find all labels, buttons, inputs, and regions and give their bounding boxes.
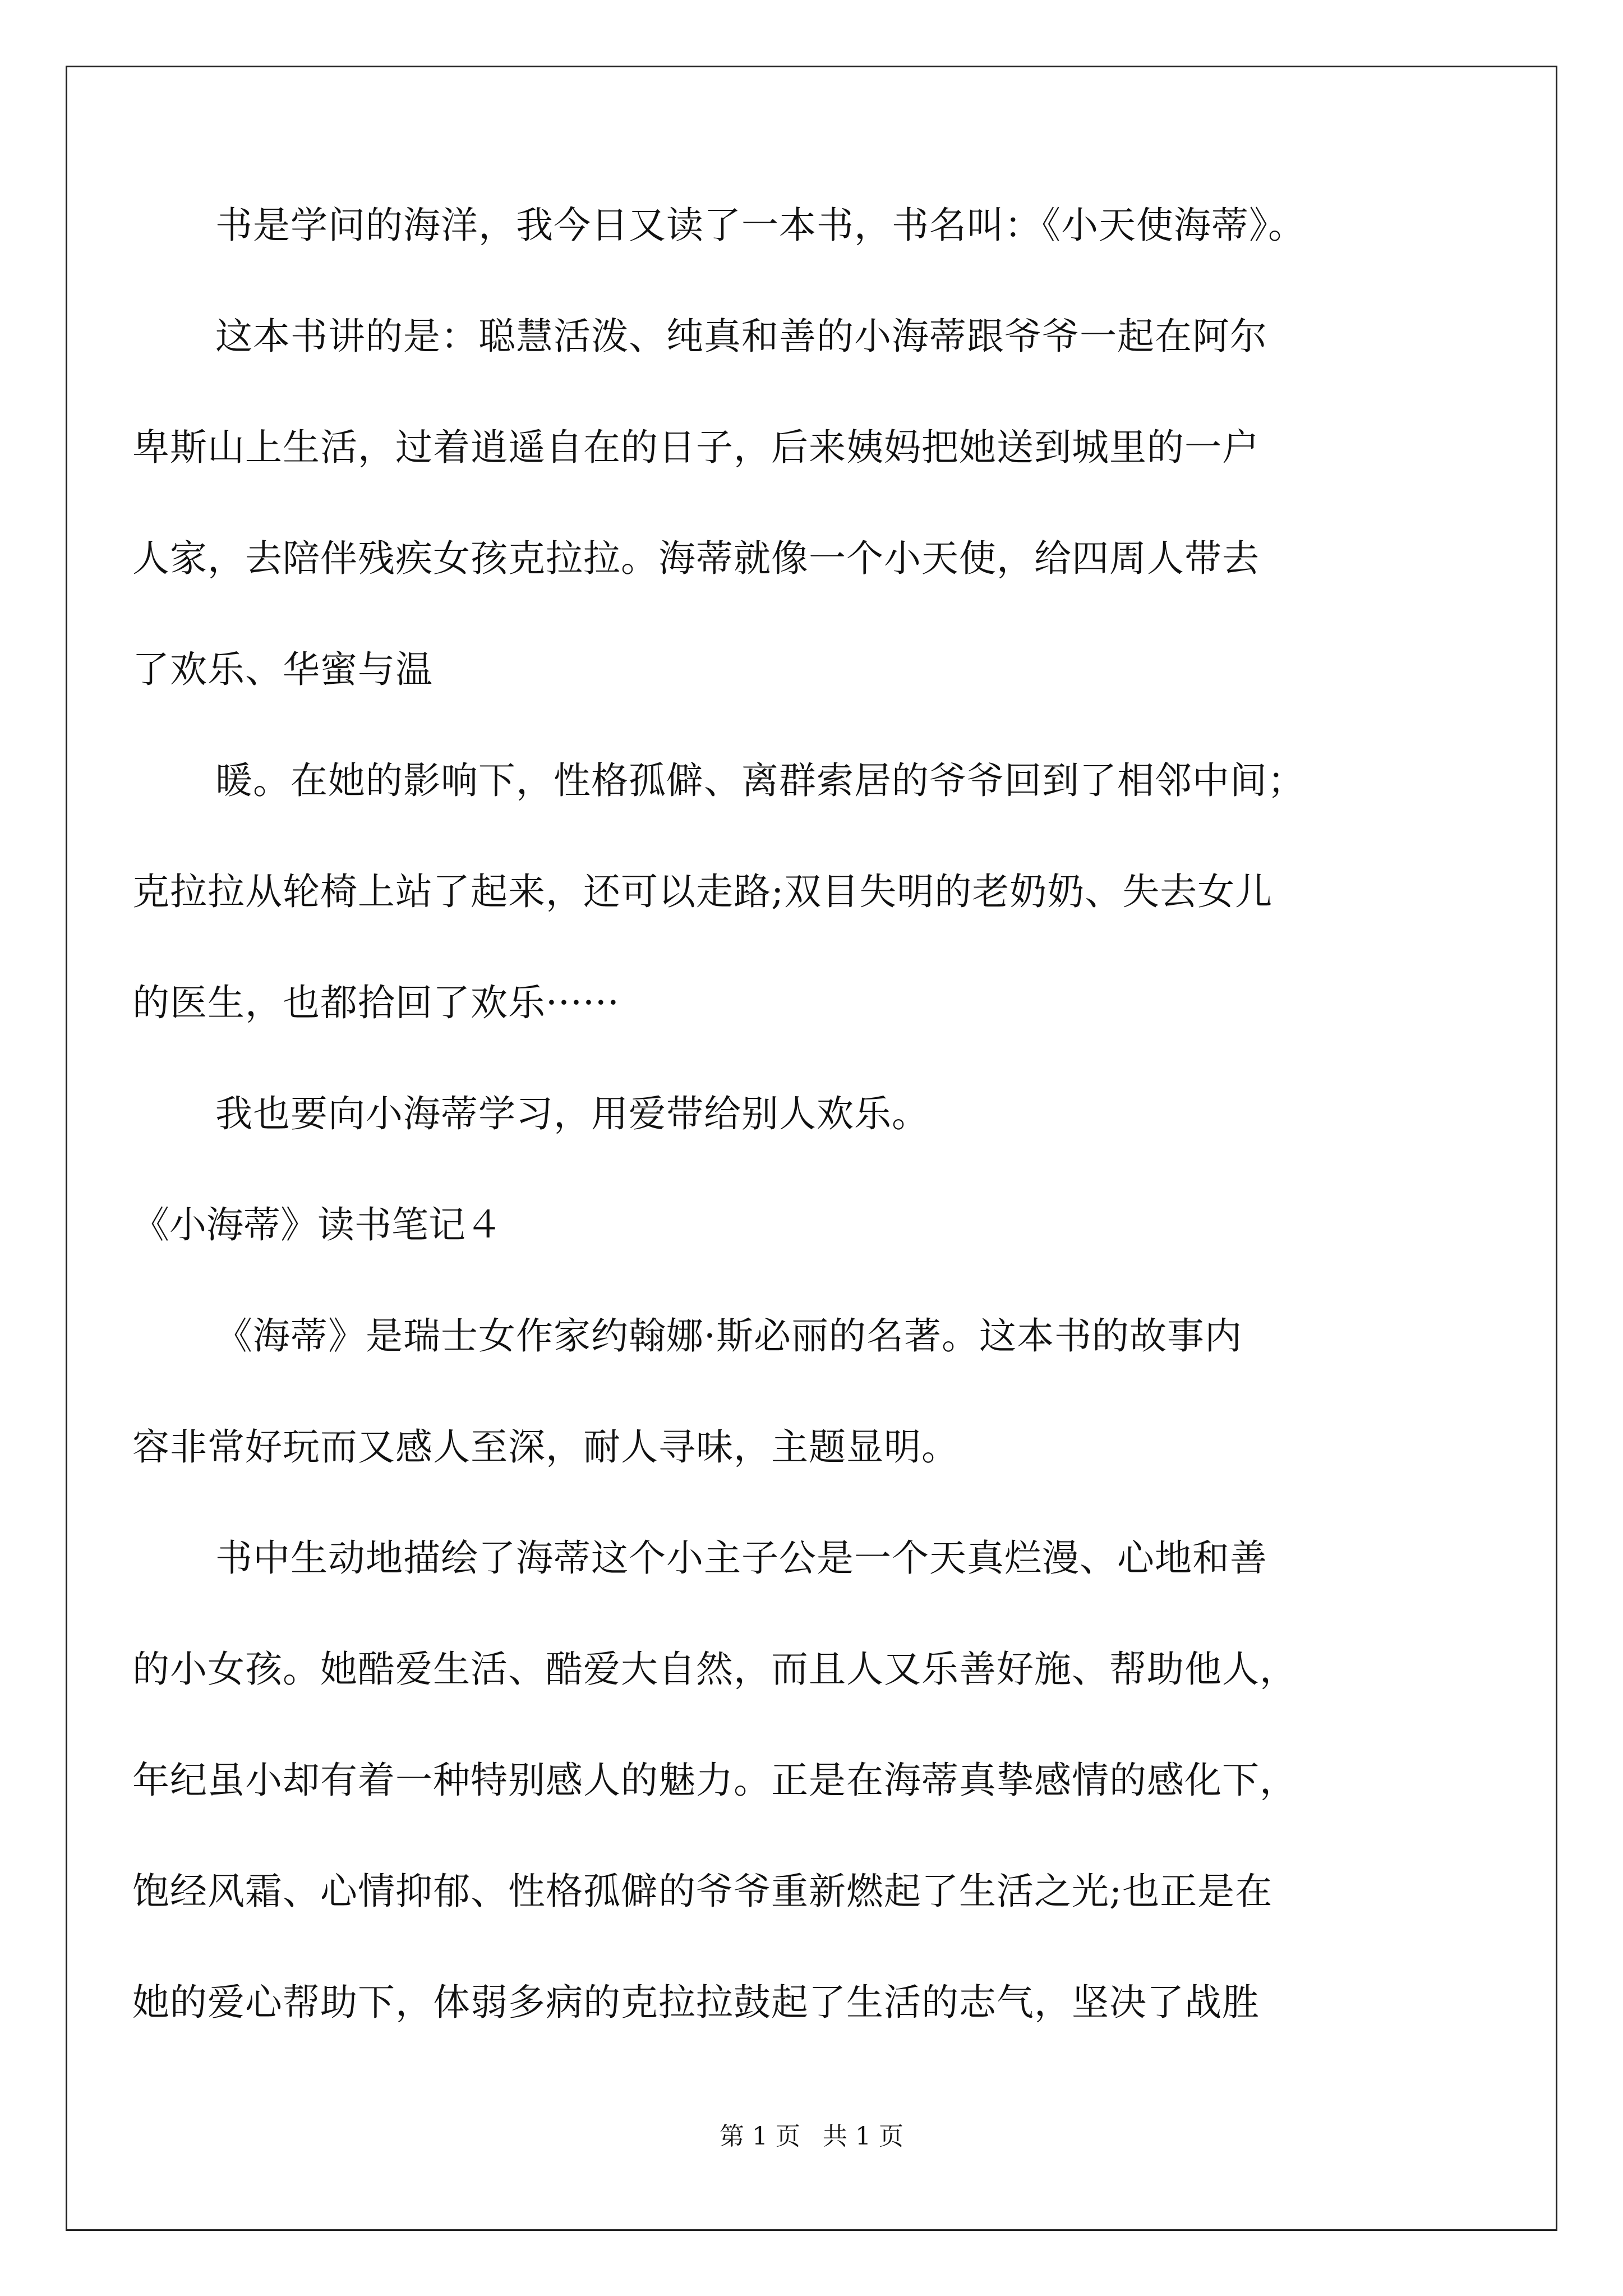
paragraph-line: 卑斯山上生活，过着逍遥自在的日子，后来姨妈把她送到城里的一户 <box>132 426 1260 469</box>
paragraph-line: 的小女孩。她酷爱生活、酷爱大自然，而且人又乐善好施、帮助他人， <box>132 1648 1297 1691</box>
page-total: 共 1 页 <box>823 2122 903 2151</box>
section-heading: 《小海蒂》读书笔记４ <box>132 1203 502 1246</box>
paragraph-line: 书是学问的海洋，我今日又读了一本书，书名叫：《小天使海蒂》。 <box>215 204 1306 247</box>
paragraph-line: 暖。在她的影响下，性格孤僻、离群索居的爷爷回到了相邻中间； <box>215 759 1305 802</box>
paragraph-line: 容非常好玩而又感人至深，耐人寻味，主题显明。 <box>132 1425 959 1469</box>
paragraph-line: 《海蒂》是瑞士女作家约翰娜·斯必丽的名著。这本书的故事内 <box>215 1314 1242 1358</box>
paragraph-line: 她的爱心帮助下，体弱多病的克拉拉鼓起了生活的志气，坚决了战胜 <box>132 1981 1260 2024</box>
paragraph-line: 饱经风霜、心情抑郁、性格孤僻的爷爷重新燃起了生活之光;也正是在 <box>132 1870 1273 1913</box>
page-number: 第 1 页 <box>720 2122 800 2151</box>
document-body <box>132 203 1439 2091</box>
paragraph-line: 人家，去陪伴残疾女孩克拉拉。海蒂就像一个小天使，给四周人带去 <box>132 537 1260 580</box>
paragraph-line: 这本书讲的是：聪慧活泼、纯真和善的小海蒂跟爷爷一起在阿尔 <box>215 315 1267 358</box>
paragraph-line: 克拉拉从轮椅上站了起来，还可以走路;双目失明的老奶奶、失去女儿 <box>132 870 1273 913</box>
paragraph-line: 了欢乐、华蜜与温 <box>132 648 433 691</box>
paragraph-line: 年纪虽小却有着一种特别感人的魅力。正是在海蒂真挚感情的感化下， <box>132 1759 1297 1802</box>
paragraph-line: 书中生动地描绘了海蒂这个小主子公是一个天真烂漫、心地和善 <box>215 1536 1267 1580</box>
paragraph-line: 的医生，也都拾回了欢乐······ <box>132 981 620 1024</box>
paragraph-line: 我也要向小海蒂学习，用爱带给别人欢乐。 <box>215 1092 929 1135</box>
page-footer <box>0 2121 1623 2152</box>
